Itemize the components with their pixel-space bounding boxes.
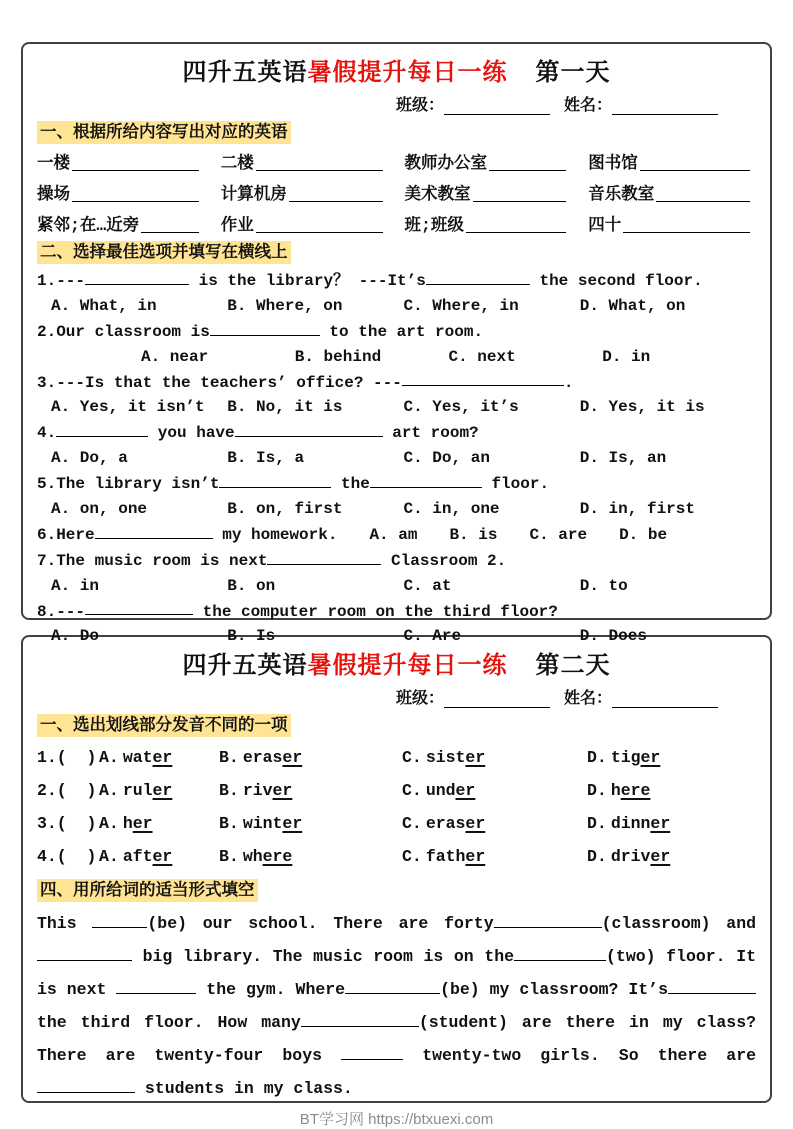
word-part: tig: [610, 748, 641, 767]
answer-blank: [426, 268, 530, 285]
option-c: C. Yes, it’s: [403, 398, 519, 417]
phonics-option-c: [402, 840, 587, 873]
option-d: D. Does: [579, 627, 647, 646]
cloze-text: (student) are there in my class? There are twenty-four boys: [37, 1013, 756, 1065]
section-header-text: 四、用所给词的适当形式填空: [37, 879, 258, 902]
question-text: 8.---: [37, 602, 86, 621]
phonics-option-d: [587, 774, 756, 807]
vocab-item: [37, 211, 205, 235]
question-text: .: [563, 373, 574, 392]
answer-blank: [95, 522, 213, 539]
question-text: you have: [148, 424, 235, 443]
option-label: B.: [219, 814, 239, 833]
answer-blank: [56, 420, 148, 437]
option-b: B. on, first: [227, 499, 343, 518]
option-label: C.: [402, 781, 422, 800]
option-c: C. Are: [403, 627, 462, 646]
vocab-answer-blank: [466, 216, 566, 233]
question-3: [37, 370, 756, 396]
option-label: B.: [219, 781, 239, 800]
word-part: rul: [122, 781, 153, 800]
cloze-blank: [345, 977, 440, 994]
cloze-blank: [92, 911, 147, 928]
vocab-term: 图书馆: [588, 154, 638, 173]
cloze-text: (be) my classroom? It’s: [440, 980, 668, 999]
day2-worksheet: [21, 635, 772, 1128]
vocab-item: [221, 211, 389, 235]
option-a: A. What, in: [51, 296, 157, 315]
vocab-term: 音乐教室: [588, 185, 655, 204]
title-highlight: 暑假提升每日一练: [307, 654, 508, 681]
vocab-answer-blank: [656, 185, 750, 202]
phonics-option-a: [99, 807, 219, 840]
question-text: my homework.: [212, 525, 338, 544]
cloze-blank: [341, 1043, 403, 1060]
underlined-part: er: [152, 748, 173, 767]
answer-blank: [219, 471, 331, 488]
option-b: B. No, it is: [227, 398, 343, 417]
option-label: D.: [587, 748, 607, 767]
vocab-item: [588, 180, 756, 204]
answer-blank: [210, 319, 320, 336]
question-1: [37, 268, 756, 294]
vocab-grid: [37, 149, 756, 235]
title-highlight: 暑假提升每日一练: [307, 61, 508, 88]
question-text: floor.: [481, 474, 550, 493]
word-part: fath: [425, 847, 466, 866]
option-d: D. Yes, it is: [579, 398, 705, 417]
underlined-part: er: [465, 847, 486, 866]
question-7: [37, 548, 756, 574]
underlined-part: er: [640, 748, 661, 767]
phonics-option-a: [99, 741, 219, 774]
vocab-answer-blank: [72, 185, 199, 202]
question-text: 6.Here: [37, 525, 95, 544]
title-prefix: 四升五英语: [182, 654, 308, 681]
word-part: wat: [122, 748, 153, 767]
option-b: B. Where, on: [227, 296, 343, 315]
cloze-text: the gym. Where: [196, 980, 346, 999]
word-part: driv: [610, 847, 651, 866]
footer-text: BT学习网 https://btxuexi.com: [299, 1111, 494, 1128]
title-day: 第一天: [535, 61, 611, 88]
underlined-part: er: [650, 814, 671, 833]
cloze-text: twenty-two girls. So there are: [403, 1046, 757, 1065]
question-2-options: [37, 345, 756, 370]
underlined-part: er: [650, 847, 671, 866]
cloze-text: (be) our school. There are forty: [147, 914, 494, 933]
word-part: wh: [242, 847, 263, 866]
underlined-part: er: [272, 781, 293, 800]
name-blank: [612, 98, 718, 115]
title-day: 第二天: [535, 654, 611, 681]
day1-title: [37, 52, 756, 88]
word-part: wint: [242, 814, 283, 833]
option-label: A.: [99, 847, 119, 866]
cloze-blank: [37, 1076, 135, 1093]
phonics-option-c: [402, 741, 587, 774]
option-label: D.: [587, 847, 607, 866]
vocab-term: 一楼: [37, 154, 70, 173]
question-6: [37, 522, 756, 548]
answer-blank: [85, 599, 193, 616]
vocab-answer-blank: [72, 154, 199, 171]
vocab-term: 美术教室: [404, 185, 471, 204]
option-b: B. on: [227, 576, 276, 595]
phonics-option-b: [219, 741, 402, 774]
option-a: A. near: [141, 347, 209, 366]
underlined-part: er: [455, 781, 476, 800]
cloze-blank: [116, 977, 196, 994]
option-d: D. in, first: [579, 499, 695, 518]
question-text: 4.: [37, 424, 57, 443]
vocab-item: [37, 149, 205, 173]
name-blank: [612, 691, 718, 708]
option-c: C. at: [403, 576, 452, 595]
question-text: 3.---Is that the teachers’ office? ---: [37, 373, 402, 392]
option-a: A. Yes, it isn’t: [51, 398, 205, 417]
vocab-term: 二楼: [220, 154, 254, 173]
question-number: 3.( ): [37, 814, 97, 833]
name-label: 姓名：: [563, 690, 612, 708]
underlined-part: er: [282, 814, 303, 833]
vocab-term: 教师办公室: [404, 154, 487, 173]
question-text: the: [331, 474, 370, 493]
vocab-term: 作业: [220, 216, 254, 235]
option-d: D. be: [619, 525, 668, 544]
underlined-part: ere: [262, 847, 293, 866]
cloze-blank: [668, 977, 756, 994]
cloze-blank: [494, 911, 602, 928]
vocab-item: [405, 149, 573, 173]
cloze-text: big library. The music room is on the: [132, 947, 515, 966]
section-header-text: 二、选择最佳选项并填写在横线上: [37, 241, 291, 264]
answer-blank: [267, 548, 381, 565]
underlined-part: er: [465, 814, 486, 833]
phonics-option-d: [587, 807, 756, 840]
word-part: dinn: [610, 814, 651, 833]
vocab-item: [221, 149, 389, 173]
class-label: 班级：: [395, 690, 444, 708]
phonics-option-d: [587, 840, 756, 873]
vocab-answer-blank: [640, 154, 750, 171]
cloze-text: This: [37, 914, 93, 933]
option-b: B. Is: [227, 627, 276, 646]
question-text: art room?: [382, 424, 479, 443]
word-part: und: [425, 781, 456, 800]
option-label: C.: [402, 748, 422, 767]
option-a: A. am: [369, 525, 418, 544]
phonics-option-a: [99, 840, 219, 873]
question-text: the computer room on the third floor?: [193, 602, 558, 621]
option-d: D. What, on: [579, 296, 686, 315]
option-c: C. are: [529, 525, 588, 544]
vocab-answer-blank: [623, 216, 750, 233]
option-d: D. in: [602, 347, 651, 366]
underlined-part: er: [152, 781, 173, 800]
vocab-item: [37, 180, 205, 204]
question-text: the second floor.: [529, 271, 703, 290]
question-8: [37, 599, 756, 625]
vocab-answer-blank: [256, 216, 383, 233]
day2-section1-header: [37, 714, 756, 738]
question-number: 1.( ): [37, 748, 97, 767]
phonics-question-2: [37, 774, 756, 807]
day1-section1-header: [37, 121, 756, 145]
word-part: aft: [122, 847, 153, 866]
cloze-text: the third floor. How many: [37, 1013, 301, 1032]
cloze-text: (two) floor. It is next: [37, 947, 756, 999]
option-b: B. behind: [294, 347, 382, 366]
question-number: 4.( ): [37, 847, 97, 866]
option-c: C. Do, an: [403, 449, 490, 468]
day1-worksheet: [21, 42, 772, 646]
question-text: 2.Our classroom is: [37, 322, 210, 341]
answer-blank: [402, 370, 564, 387]
vocab-answer-blank: [289, 185, 383, 202]
underlined-part: ere: [620, 781, 651, 800]
option-a: A. in: [51, 576, 100, 595]
vocab-term: 班;班级: [404, 216, 464, 235]
vocab-answer-blank: [473, 185, 567, 202]
option-a: A. Do, a: [51, 449, 128, 468]
vocab-item: [588, 149, 756, 173]
question-number: 2.( ): [37, 781, 97, 800]
option-b: B. is: [449, 525, 498, 544]
vocab-term: 计算机房: [220, 185, 287, 204]
answer-blank: [85, 268, 189, 285]
vocab-answer-blank: [141, 216, 198, 233]
option-d: D. to: [579, 576, 628, 595]
option-b: B. Is, a: [227, 449, 305, 468]
underlined-part: er: [152, 847, 173, 866]
option-a: A. on, one: [51, 499, 148, 518]
question-3-options: [37, 395, 756, 420]
cloze-passage: [37, 907, 756, 1105]
vocab-item: [221, 180, 389, 204]
word-part: riv: [242, 781, 273, 800]
option-c: C. next: [448, 347, 516, 366]
question-7-options: [37, 574, 756, 599]
question-5: [37, 471, 756, 497]
vocab-term: 四十: [588, 216, 622, 235]
day1-section2-header: [37, 241, 756, 265]
option-label: A.: [99, 748, 119, 767]
word-part: eras: [425, 814, 466, 833]
word-part: h: [610, 781, 621, 800]
underlined-part: er: [132, 814, 153, 833]
option-label: A.: [99, 814, 119, 833]
question-2: [37, 319, 756, 345]
title-prefix: 四升五英语: [182, 61, 308, 88]
word-part: sist: [425, 748, 466, 767]
phonics-question-4: [37, 840, 756, 873]
class-blank: [444, 691, 550, 708]
option-label: C.: [402, 814, 422, 833]
phonics-question-1: [37, 741, 756, 774]
question-text: Classroom 2.: [381, 551, 507, 570]
vocab-answer-blank: [489, 154, 566, 171]
phonics-option-b: [219, 807, 402, 840]
vocab-term: 紧邻;在…近旁: [37, 216, 140, 235]
phonics-option-d: [587, 741, 756, 774]
word-part: eras: [242, 748, 283, 767]
phonics-option-a: [99, 774, 219, 807]
day1-meta-row: [37, 91, 756, 115]
name-label: 姓名：: [563, 97, 612, 115]
phonics-question-3: [37, 807, 756, 840]
class-label: 班级：: [395, 97, 444, 115]
option-d: D. Is, an: [579, 449, 667, 468]
vocab-item: [588, 211, 756, 235]
cloze-blank: [301, 1010, 419, 1027]
answer-blank: [370, 471, 482, 488]
question-text: 5.The library isn’t: [37, 474, 220, 493]
phonics-option-b: [219, 774, 402, 807]
section-header-text: 一、根据所给内容写出对应的英语: [37, 121, 291, 144]
question-text: to the art room.: [319, 322, 484, 341]
underlined-part: er: [465, 748, 486, 767]
option-c: C. in, one: [403, 499, 500, 518]
day2-section2-header: [37, 879, 756, 903]
vocab-item: [405, 180, 573, 204]
phonics-option-b: [219, 840, 402, 873]
question-text: 1.---: [37, 271, 86, 290]
underlined-part: er: [282, 748, 303, 767]
answer-blank: [235, 420, 383, 437]
option-label: A.: [99, 781, 119, 800]
option-label: B.: [219, 748, 239, 767]
option-label: D.: [587, 814, 607, 833]
word-part: h: [122, 814, 133, 833]
question-text: 7.The music room is next: [37, 551, 268, 570]
cloze-text: students in my class.: [135, 1079, 353, 1098]
vocab-item: [405, 211, 573, 235]
question-4-options: [37, 446, 756, 471]
section-header-text: 一、选出划线部分发音不同的一项: [37, 714, 291, 737]
phonics-option-c: [402, 774, 587, 807]
question-5-options: [37, 497, 756, 522]
question-4: [37, 420, 756, 446]
site-footer: [37, 1108, 756, 1129]
option-label: D.: [587, 781, 607, 800]
phonics-option-c: [402, 807, 587, 840]
option-label: B.: [219, 847, 239, 866]
cloze-blank: [37, 944, 132, 961]
vocab-answer-blank: [256, 154, 383, 171]
day2-meta-row: [37, 684, 756, 708]
day2-title: [37, 645, 756, 681]
cloze-text: (classroom) and: [601, 914, 757, 933]
option-a: A. Do: [51, 627, 100, 646]
class-blank: [444, 98, 550, 115]
vocab-term: 操场: [37, 185, 70, 204]
option-label: C.: [402, 847, 422, 866]
option-c: C. Where, in: [403, 296, 519, 315]
cloze-blank: [514, 944, 606, 961]
question-text: is the library？ ---It’s: [189, 271, 426, 290]
question-1-options: [37, 294, 756, 319]
